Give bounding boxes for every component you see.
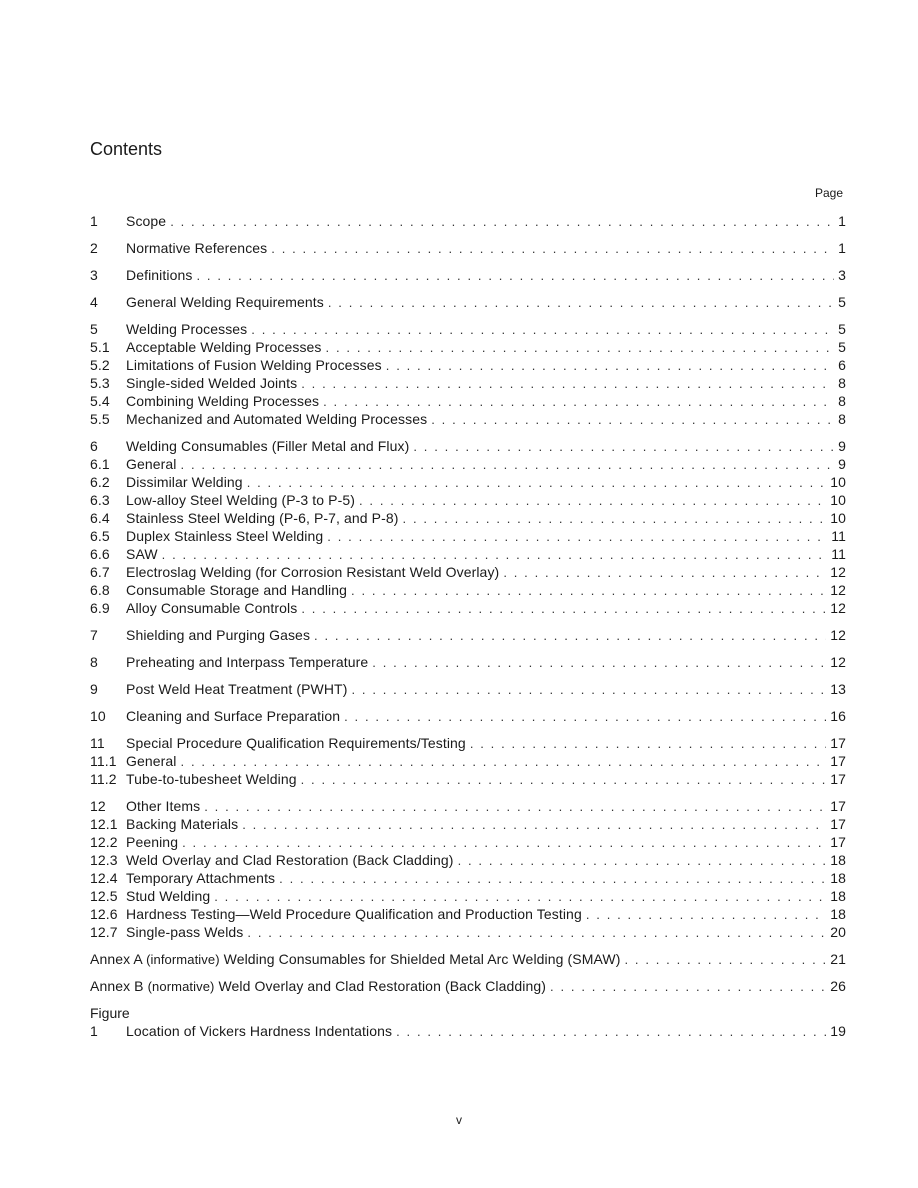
toc-entry-number: 12 [90, 798, 106, 814]
toc-entry-title: Weld Overlay and Clad Restoration (Back Cladding) [126, 852, 454, 868]
toc-entry-page: 9 [838, 456, 846, 472]
toc-entry-page: 18 [830, 888, 846, 904]
figure-number: 1 [90, 1023, 98, 1039]
toc-entry-title: Stud Welding [126, 888, 211, 904]
toc-entry-page: 17 [830, 753, 846, 769]
toc-entry-number: 6.5 [90, 528, 110, 544]
toc-entry-page: 12 [830, 654, 846, 670]
toc-entry-title: Special Procedure Qualification Requirements/Testing [126, 735, 466, 751]
dot-leader [503, 564, 826, 582]
dot-leader [301, 771, 827, 789]
toc-entry-title: Preheating and Interpass Temperature [126, 654, 369, 670]
dot-leader [586, 906, 826, 924]
toc-entry-number: 12.1 [90, 816, 118, 832]
toc-entry-title: Scope [126, 213, 167, 229]
toc-entry-title: Duplex Stainless Steel Welding [126, 528, 324, 544]
toc-entry-page: 10 [830, 492, 846, 508]
toc-entry-title: Alloy Consumable Controls [126, 600, 298, 616]
toc-entry-page: 13 [830, 681, 846, 697]
toc-entry-number: 11.2 [90, 771, 117, 787]
toc-entry-number: 12.3 [90, 852, 118, 868]
toc-entry-title: Combining Welding Processes [126, 393, 320, 409]
toc-entry-page: 10 [830, 510, 846, 526]
toc-entry[interactable] [90, 527, 846, 545]
toc-entry-number: 11.1 [90, 753, 117, 769]
toc-entry[interactable] [90, 437, 846, 455]
toc-entry[interactable] [90, 581, 846, 599]
dot-leader [550, 978, 826, 996]
toc-entry-number: 12.5 [90, 888, 118, 904]
dot-leader [344, 708, 826, 726]
dot-leader [196, 267, 834, 285]
toc-entry-number: 3 [90, 267, 98, 283]
toc-annex-entry[interactable] [90, 977, 846, 995]
toc-entry[interactable] [90, 266, 846, 284]
toc-entry-number: 6 [90, 438, 98, 454]
toc-entry-title: SAW [126, 546, 158, 562]
toc-entry[interactable] [90, 338, 846, 356]
dot-leader [458, 852, 827, 870]
annex-label: Annex A [90, 951, 143, 967]
toc-entry-number: 4 [90, 294, 98, 310]
toc-entry-page: 3 [838, 267, 846, 283]
page-title: Contents [90, 139, 163, 159]
toc-entry-number: 2 [90, 240, 98, 256]
dot-leader [386, 357, 834, 375]
toc-entry-title: Cleaning and Surface Preparation [126, 708, 341, 724]
toc-entry[interactable] [90, 410, 846, 428]
page-number: v [456, 1113, 462, 1127]
toc-entry-number: 5.3 [90, 375, 110, 391]
toc-entry-page: 8 [838, 375, 846, 391]
dot-leader [314, 627, 826, 645]
dot-leader [413, 438, 834, 456]
toc-entry-page: 18 [830, 870, 846, 886]
toc-entry-number: 12.6 [90, 906, 118, 922]
dot-leader [182, 834, 826, 852]
toc-entry-page: 1 [838, 240, 846, 256]
figure-title: Location of Vickers Hardness Indentations [126, 1023, 393, 1039]
toc-entry-page: 12 [830, 600, 846, 616]
toc-entry-title: Peening [126, 834, 179, 850]
dot-leader [326, 339, 835, 357]
dot-leader [242, 816, 826, 834]
toc-entry-page: 12 [830, 564, 846, 580]
toc-entry[interactable] [90, 752, 846, 770]
toc-entry-number: 6.7 [90, 564, 110, 580]
toc-entry-number: 6.1 [90, 456, 110, 472]
toc-figure-list [90, 1022, 846, 1040]
toc-entry-title: Consumable Storage and Handling [126, 582, 348, 598]
toc-entry-title: Temporary Attachments [126, 870, 276, 886]
toc-entry-page: 12 [830, 627, 846, 643]
toc-entry-page: 8 [838, 393, 846, 409]
dot-leader [181, 456, 835, 474]
toc-entry-number: 6.9 [90, 600, 110, 616]
toc-entry-number: 12.2 [90, 834, 118, 850]
dot-leader [214, 888, 826, 906]
toc-entry-number: 12.7 [90, 924, 118, 940]
dot-leader [247, 924, 826, 942]
toc-entry-page: 11 [831, 546, 846, 562]
dot-leader [279, 870, 826, 888]
toc-entry-number: 10 [90, 708, 106, 724]
dot-leader [204, 798, 826, 816]
toc-entry-title: Hardness Testing—Weld Procedure Qualification and Production Testing [126, 906, 582, 922]
toc-entry-page: 11 [831, 528, 846, 544]
toc-entry[interactable] [90, 374, 846, 392]
toc-entry-page: 5 [838, 321, 846, 337]
dot-leader [327, 528, 827, 546]
toc-entry-number: 1 [90, 213, 98, 229]
toc-entry-number: 5.2 [90, 357, 110, 373]
toc-annex-title [90, 950, 620, 969]
toc-entry-title: Backing Materials [126, 816, 239, 832]
toc-entry[interactable] [90, 293, 846, 311]
page-column-label: Page [814, 186, 843, 200]
toc-annex-entry[interactable] [90, 950, 846, 968]
toc-figure-entry[interactable] [90, 1022, 846, 1040]
toc-entry[interactable] [90, 545, 846, 563]
toc-entry[interactable] [90, 905, 846, 923]
toc-entry-page: 5 [838, 339, 846, 355]
dot-leader [372, 654, 826, 672]
toc-entry-title: Tube-to-tubesheet Welding [126, 771, 297, 787]
toc-entry-title: Limitations of Fusion Welding Processes [126, 357, 382, 373]
dot-leader [351, 582, 826, 600]
toc-entry-title: Single-pass Welds [126, 924, 244, 940]
toc-entry-title: General [126, 753, 177, 769]
table-of-contents [90, 212, 846, 1040]
toc-entry-page: 17 [830, 735, 846, 751]
toc-entry-number: 9 [90, 681, 98, 697]
toc-entry-number: 12.4 [90, 870, 118, 886]
annex-qualifier: (normative) [147, 979, 215, 994]
figure-page: 19 [830, 1023, 846, 1039]
toc-entry[interactable] [90, 833, 846, 851]
toc-entry-title: Shielding and Purging Gases [126, 627, 311, 643]
toc-entry-number: 6.4 [90, 510, 110, 526]
dot-leader [431, 411, 834, 429]
dot-leader [251, 321, 834, 339]
dot-leader [470, 735, 826, 753]
annex-title: Welding Consumables for Shielded Metal Arc Welding (SMAW) [223, 951, 621, 967]
toc-entry-number: 11 [90, 735, 105, 751]
dot-leader [403, 510, 827, 528]
toc-entry[interactable] [90, 923, 846, 941]
toc-entry-title: Electroslag Welding (for Corrosion Resistant Weld Overlay) [126, 564, 500, 580]
toc-entry[interactable] [90, 212, 846, 230]
toc-entry[interactable] [90, 455, 846, 473]
toc-entry-title: Mechanized and Automated Welding Processes [126, 411, 428, 427]
annex-title: Weld Overlay and Clad Restoration (Back Cladding) [218, 978, 547, 994]
toc-entry-title: Single-sided Welded Joints [126, 375, 298, 391]
toc-entry-page: 17 [830, 834, 846, 850]
toc-entry[interactable] [90, 320, 846, 338]
toc-entry-number: 5.4 [90, 393, 110, 409]
dot-leader [323, 393, 834, 411]
toc-entry-title: Post Weld Heat Treatment (PWHT) [126, 681, 348, 697]
annex-label: Annex B [90, 978, 144, 994]
toc-annex-list [90, 950, 846, 995]
dot-leader [301, 375, 834, 393]
toc-entry-page: 18 [830, 852, 846, 868]
toc-entry[interactable] [90, 734, 846, 752]
toc-entry-title: General [126, 456, 177, 472]
toc-entry-page: 20 [830, 924, 846, 940]
dot-leader [247, 474, 827, 492]
toc-entry-page: 12 [830, 582, 846, 598]
toc-annex-page: 26 [830, 978, 846, 994]
toc-entry[interactable] [90, 356, 846, 374]
toc-entry[interactable] [90, 626, 846, 644]
toc-annex-page: 21 [830, 951, 846, 967]
toc-entry[interactable] [90, 797, 846, 815]
toc-entry-number: 8 [90, 654, 98, 670]
toc-entry-number: 5.5 [90, 411, 110, 427]
toc-entry[interactable] [90, 680, 846, 698]
toc-entry-number: 5 [90, 321, 98, 337]
toc-entry[interactable] [90, 815, 846, 833]
dot-leader [351, 681, 826, 699]
toc-entry-page: 8 [838, 411, 846, 427]
toc-entry-page: 18 [830, 906, 846, 922]
toc-entry[interactable] [90, 770, 846, 788]
dot-leader [271, 240, 834, 258]
toc-entry[interactable] [90, 392, 846, 410]
toc-entry-page: 17 [830, 816, 846, 832]
toc-entry-title: Other Items [126, 798, 201, 814]
toc-entry-page: 1 [838, 213, 846, 229]
annex-qualifier: (informative) [146, 952, 220, 967]
dot-leader [396, 1023, 826, 1041]
toc-entry[interactable] [90, 491, 846, 509]
toc-entry-page: 5 [838, 294, 846, 310]
toc-entry-page: 16 [830, 708, 846, 724]
dot-leader [170, 213, 834, 231]
toc-entry-number: 7 [90, 627, 98, 643]
toc-entry-page: 9 [838, 438, 846, 454]
toc-entry-title: Welding Processes [126, 321, 248, 337]
toc-entry[interactable] [90, 599, 846, 617]
toc-entry-number: 6.8 [90, 582, 110, 598]
toc-entry-title: General Welding Requirements [126, 294, 324, 310]
toc-entry-title: Dissimilar Welding [126, 474, 243, 490]
toc-section-list [90, 212, 846, 941]
toc-entry-number: 6.2 [90, 474, 110, 490]
toc-entry[interactable] [90, 509, 846, 527]
toc-annex-title [90, 977, 546, 996]
toc-entry-title: Stainless Steel Welding (P-6, P-7, and P-8) [126, 510, 399, 526]
toc-entry[interactable] [90, 887, 846, 905]
toc-entry-page: 10 [830, 474, 846, 490]
dot-leader [328, 294, 834, 312]
toc-entry-number: 5.1 [90, 339, 110, 355]
dot-leader [181, 753, 827, 771]
toc-entry-title: Welding Consumables (Filler Metal and Flux) [126, 438, 410, 454]
toc-entry-page: 17 [830, 798, 846, 814]
toc-entry-title: Definitions [126, 267, 193, 283]
toc-entry-number: 6.6 [90, 546, 110, 562]
toc-entry-title: Acceptable Welding Processes [126, 339, 322, 355]
toc-entry[interactable] [90, 563, 846, 581]
toc-entry[interactable] [90, 707, 846, 725]
toc-entry[interactable] [90, 473, 846, 491]
toc-entry-title: Low-alloy Steel Welding (P-3 to P-5) [126, 492, 355, 508]
toc-entry-page: 6 [838, 357, 846, 373]
dot-leader [359, 492, 826, 510]
dot-leader [162, 546, 828, 564]
dot-leader [301, 600, 826, 618]
toc-entry[interactable] [90, 239, 846, 257]
toc-entry[interactable] [90, 653, 846, 671]
toc-entry[interactable] [90, 869, 846, 887]
toc-entry-page: 17 [830, 771, 846, 787]
toc-entry-number: 6.3 [90, 492, 110, 508]
toc-entry-title: Normative References [126, 240, 268, 256]
toc-entry[interactable] [90, 851, 846, 869]
figures-heading: Figure [90, 1005, 130, 1021]
dot-leader [624, 951, 826, 969]
